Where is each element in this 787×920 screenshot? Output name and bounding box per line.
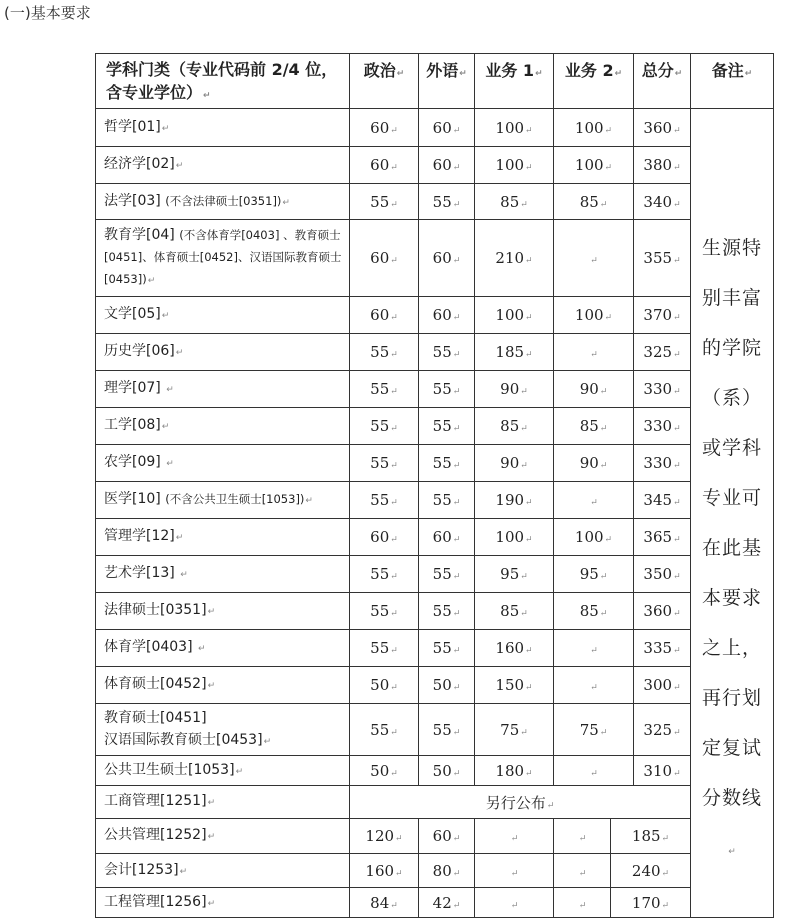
- table-row: [96, 630, 774, 667]
- course1-score: [475, 667, 554, 704]
- course2-score: [554, 630, 634, 667]
- category-name: 历史学[06]: [104, 343, 175, 359]
- foreign-score: [419, 756, 475, 786]
- course1-score-text: 90 ↵: [500, 454, 528, 472]
- foreign-score-text: 80 ↵: [433, 862, 461, 880]
- politics-score: [350, 371, 419, 408]
- politics-score-text: 120 ↵: [365, 827, 402, 845]
- politics-score-text: 50 ↵: [370, 762, 398, 780]
- table-row: [96, 371, 774, 408]
- foreign-score: [419, 408, 475, 445]
- course2-score-text: [589, 491, 598, 509]
- politics-score-text: 55 ↵: [370, 380, 398, 398]
- politics-score-text: 55 ↵: [370, 491, 398, 509]
- foreign-score-text: 60 ↵: [433, 528, 461, 546]
- category-name: 法学[03]: [104, 192, 166, 209]
- category-note: [235, 763, 244, 777]
- politics-score-text: 55 ↵: [370, 454, 398, 472]
- course1-score: [475, 109, 554, 147]
- politics-score: [350, 109, 419, 147]
- course1-score-text: 100 ↵: [495, 119, 532, 137]
- course1-score-text: 185 ↵: [495, 343, 532, 361]
- total-score: [634, 297, 691, 334]
- category-cell: [96, 556, 350, 593]
- course1-score-text: 75 ↵: [500, 721, 528, 739]
- total-score-text: 325 ↵: [643, 721, 680, 739]
- politics-score: [350, 408, 419, 445]
- foreign-score-text: 60 ↵: [433, 827, 461, 845]
- course2-score-text: [589, 762, 598, 780]
- politics-score: [350, 593, 419, 630]
- course1-score-text: 85 ↵: [500, 602, 528, 620]
- politics-score: [350, 482, 419, 519]
- category-name: 医学[10]: [104, 491, 166, 507]
- category-cell: [96, 756, 350, 786]
- course1-score-text: [510, 862, 519, 880]
- politics-score-text: 55 ↵: [370, 343, 398, 361]
- foreign-score: [419, 630, 475, 667]
- table-row: [96, 519, 774, 556]
- politics-score: [350, 667, 419, 704]
- course2-score: [554, 408, 634, 445]
- course1-score: [475, 371, 554, 408]
- politics-score: [350, 556, 419, 593]
- total-score: [634, 445, 691, 482]
- course1-score-text: 210 ↵: [495, 249, 532, 267]
- politics-score-text: 55 ↵: [370, 565, 398, 583]
- total-score: [634, 630, 691, 667]
- course2-score-text: [589, 639, 598, 657]
- foreign-score-text: 55 ↵: [433, 491, 461, 509]
- total-score: [634, 756, 691, 786]
- total-score: [634, 334, 691, 371]
- table-row: [96, 593, 774, 630]
- header-row: [96, 54, 774, 109]
- table-row: [96, 786, 774, 819]
- politics-score: [350, 756, 419, 786]
- category-cell: [96, 630, 350, 667]
- category-note: [197, 640, 206, 654]
- course2-score: [554, 184, 634, 220]
- category-note: [207, 603, 216, 617]
- politics-score-text: 60 ↵: [370, 156, 398, 174]
- course2-score-text: 75 ↵: [580, 721, 608, 739]
- total-score-text: 360 ↵: [643, 119, 680, 137]
- category-cell: [96, 408, 350, 445]
- foreign-score-text: 55 ↵: [433, 454, 461, 472]
- course1-score-text: 100 ↵: [495, 306, 532, 324]
- remark-text: 生源特别丰富的学院（系）或学科专业可在此基本要求之上，再行划定复试分数线 ↵: [699, 223, 765, 877]
- total-score-text: 300 ↵: [643, 676, 680, 694]
- politics-score: [350, 630, 419, 667]
- course1-score-text: 85 ↵: [500, 417, 528, 435]
- category-note: [161, 418, 170, 432]
- admission-score-table: [95, 53, 774, 918]
- total-score-text: 335 ↵: [643, 639, 680, 657]
- course1-score: [475, 519, 554, 556]
- table-row: [96, 220, 774, 297]
- foreign-score: [419, 147, 475, 184]
- total-score: [634, 371, 691, 408]
- politics-score-text: 55 ↵: [370, 193, 398, 211]
- course2-score: [554, 297, 634, 334]
- category-note: [161, 120, 170, 134]
- foreign-score: [419, 445, 475, 482]
- course1-score: [475, 220, 554, 297]
- politics-score-text: 55 ↵: [370, 639, 398, 657]
- table-row: [96, 297, 774, 334]
- politics-score-text: 60 ↵: [370, 528, 398, 546]
- politics-score: [350, 819, 419, 854]
- politics-score: [350, 184, 419, 220]
- course1-score-text: 180 ↵: [495, 762, 532, 780]
- course2-score: [554, 220, 634, 297]
- category-note: (不含体育学[0403] 、教育硕士[0451]、体育硕士[0452]、汉语国际教育硕士[0453]) ↵: [104, 228, 341, 286]
- category-cell: [96, 147, 350, 184]
- total-score: [611, 888, 691, 918]
- table-row: [96, 147, 774, 184]
- foreign-score: [419, 819, 475, 854]
- course1-score-text: 100 ↵: [495, 156, 532, 174]
- total-score-text: 310 ↵: [643, 762, 680, 780]
- foreign-score-text: 55 ↵: [433, 343, 461, 361]
- course1-score: [475, 630, 554, 667]
- total-score: [634, 184, 691, 220]
- category-cell: [96, 334, 350, 371]
- politics-score-text: 84 ↵: [370, 894, 398, 912]
- total-score: [634, 482, 691, 519]
- total-score-text: 370 ↵: [643, 306, 680, 324]
- course2-score: [554, 756, 634, 786]
- category-note: [207, 677, 216, 691]
- course1-score-text: 100 ↵: [495, 528, 532, 546]
- foreign-score: [419, 556, 475, 593]
- course2-score: [554, 888, 611, 918]
- total-score-text: 360 ↵: [643, 602, 680, 620]
- category-name: 理学[07]: [104, 380, 166, 396]
- course1-score: [475, 297, 554, 334]
- table-row: [96, 408, 774, 445]
- course2-score: [554, 334, 634, 371]
- course2-score-text: [578, 894, 587, 912]
- section-heading: (一)基本要求: [4, 4, 91, 22]
- politics-score-text: 60 ↵: [370, 306, 398, 324]
- category-cell: [96, 445, 350, 482]
- foreign-score: [419, 593, 475, 630]
- foreign-score-text: 55 ↵: [433, 193, 461, 211]
- course2-score: [554, 704, 634, 756]
- total-score: [634, 147, 691, 184]
- foreign-score-text: 55 ↵: [433, 639, 461, 657]
- course1-score-text: [510, 894, 519, 912]
- category-note: [165, 455, 174, 469]
- total-score-text: 355 ↵: [643, 249, 680, 267]
- course1-score: [475, 556, 554, 593]
- politics-score-text: 160 ↵: [365, 862, 402, 880]
- politics-score: [350, 445, 419, 482]
- foreign-score: [419, 704, 475, 756]
- course1-score: [475, 184, 554, 220]
- total-score: [634, 109, 691, 147]
- category-cell: [96, 184, 350, 220]
- table-row: [96, 445, 774, 482]
- category-name: 体育学[0403]: [104, 639, 198, 655]
- course1-score: [475, 704, 554, 756]
- foreign-score: [419, 297, 475, 334]
- course2-score-text: 85 ↵: [580, 417, 608, 435]
- politics-score: [350, 704, 419, 756]
- foreign-score-text: 55 ↵: [433, 380, 461, 398]
- course2-score: [554, 519, 634, 556]
- foreign-score-text: 60 ↵: [433, 249, 461, 267]
- total-score: [634, 704, 691, 756]
- course1-score: [475, 854, 554, 888]
- total-score-text: 325 ↵: [643, 343, 680, 361]
- course2-score: [554, 445, 634, 482]
- total-score-text: 340 ↵: [643, 193, 680, 211]
- course2-score-text: 85 ↵: [580, 602, 608, 620]
- foreign-score: [419, 482, 475, 519]
- header-foreign: 外语 ↵: [419, 54, 475, 109]
- course2-score: [554, 371, 634, 408]
- table-row: [96, 667, 774, 704]
- foreign-score-text: 55 ↵: [433, 721, 461, 739]
- course1-score-text: 190 ↵: [495, 491, 532, 509]
- category-cell: [96, 297, 350, 334]
- category-cell: [96, 854, 350, 888]
- table-row: [96, 184, 774, 220]
- politics-score: [350, 888, 419, 918]
- politics-score: [350, 297, 419, 334]
- foreign-score-text: 55 ↵: [433, 602, 461, 620]
- category-cell: [96, 667, 350, 704]
- total-score: [634, 519, 691, 556]
- category-note: [165, 381, 174, 395]
- category-note: [175, 529, 184, 543]
- foreign-score: [419, 220, 475, 297]
- course1-score: [475, 147, 554, 184]
- politics-score: [350, 334, 419, 371]
- total-score-text: 330 ↵: [643, 454, 680, 472]
- course2-score-text: [589, 343, 598, 361]
- foreign-score-text: 50 ↵: [433, 762, 461, 780]
- foreign-score-text: 55 ↵: [433, 565, 461, 583]
- politics-score-text: 55 ↵: [370, 417, 398, 435]
- total-score-text: 185 ↵: [632, 827, 669, 845]
- course2-score-text: 90 ↵: [580, 454, 608, 472]
- politics-score: [350, 220, 419, 297]
- category-note: [161, 307, 170, 321]
- course1-score-text: 160 ↵: [495, 639, 532, 657]
- course2-score-text: 100 ↵: [575, 156, 612, 174]
- foreign-score-text: 60 ↵: [433, 306, 461, 324]
- category-cell: [96, 482, 350, 519]
- category-cell: [96, 888, 350, 918]
- course2-score-text: [589, 249, 598, 267]
- total-score: [634, 556, 691, 593]
- course2-score-text: 100 ↵: [575, 119, 612, 137]
- course2-score-text: 85 ↵: [580, 193, 608, 211]
- total-score: [634, 220, 691, 297]
- politics-score: [350, 147, 419, 184]
- category-cell: [96, 371, 350, 408]
- header-remark: 备注 ↵: [691, 54, 774, 109]
- course1-score: [475, 445, 554, 482]
- total-score: [634, 667, 691, 704]
- category-cell: [96, 786, 350, 819]
- table-row: [96, 556, 774, 593]
- total-score-text: 330 ↵: [643, 380, 680, 398]
- course1-score: [475, 888, 554, 918]
- course2-score-text: [578, 827, 587, 845]
- course2-score-text: 100 ↵: [575, 528, 612, 546]
- header-course2: 业务 2 ↵: [554, 54, 634, 109]
- total-score-text: 365 ↵: [643, 528, 680, 546]
- course2-score-text: [589, 676, 598, 694]
- course2-score: [554, 556, 634, 593]
- category-cell: [96, 593, 350, 630]
- course1-score-text: 90 ↵: [500, 380, 528, 398]
- category-note: [175, 344, 184, 358]
- total-score-text: 240 ↵: [632, 862, 669, 880]
- foreign-score: [419, 334, 475, 371]
- course1-score-text: 95 ↵: [500, 565, 528, 583]
- table-row: [96, 704, 774, 756]
- header-course1: 业务 1 ↵: [475, 54, 554, 109]
- course1-score: [475, 408, 554, 445]
- total-score: [634, 408, 691, 445]
- category-cell-text: 工程管理[1256] ↵: [104, 894, 215, 910]
- politics-score-text: 60 ↵: [370, 249, 398, 267]
- foreign-score-text: 55 ↵: [433, 417, 461, 435]
- category-note: [263, 733, 272, 747]
- separately-announced: [350, 786, 691, 819]
- foreign-score: [419, 371, 475, 408]
- table-row: [96, 482, 774, 519]
- total-score: [634, 593, 691, 630]
- table-row: [96, 888, 774, 918]
- remark-cell: [691, 109, 774, 918]
- course2-score-text: 95 ↵: [580, 565, 608, 583]
- category-note: (不含法律硕士[0351]) ↵: [165, 194, 290, 208]
- category-cell: [96, 704, 350, 756]
- course1-score: [475, 334, 554, 371]
- politics-score-text: 55 ↵: [370, 602, 398, 620]
- foreign-score-text: 50 ↵: [433, 676, 461, 694]
- course1-score-text: 150 ↵: [495, 676, 532, 694]
- category-name: 艺术学[13]: [104, 565, 180, 581]
- foreign-score: [419, 519, 475, 556]
- politics-score-text: 60 ↵: [370, 119, 398, 137]
- total-score-text: 170 ↵: [632, 894, 669, 912]
- header-total: 总分 ↵: [634, 54, 691, 109]
- category-note: [179, 566, 188, 580]
- header-category: 学科门类（专业代码前 2/4 位，含专业学位） ↵: [96, 54, 350, 109]
- course1-score: [475, 819, 554, 854]
- course2-score: [554, 593, 634, 630]
- category-note: [175, 157, 184, 171]
- foreign-score: [419, 109, 475, 147]
- politics-score-text: 50 ↵: [370, 676, 398, 694]
- politics-score: [350, 854, 419, 888]
- total-score-text: 380 ↵: [643, 156, 680, 174]
- total-score-text: 350 ↵: [643, 565, 680, 583]
- total-score-text: 345 ↵: [643, 491, 680, 509]
- course1-score-text: 85 ↵: [500, 193, 528, 211]
- category-cell: [96, 819, 350, 854]
- course2-score-text: 100 ↵: [575, 306, 612, 324]
- category-name: 法律硕士[0351]: [104, 602, 207, 618]
- table-row: [96, 334, 774, 371]
- category-note: (不含公共卫生硕士[1053]) ↵: [165, 492, 313, 506]
- table-row: [96, 819, 774, 854]
- course2-score: [554, 482, 634, 519]
- category-name: 公共卫生硕士[1053]: [104, 761, 235, 778]
- category-name: 教育学[04]: [104, 227, 180, 243]
- table-row: [96, 854, 774, 888]
- course1-score: [475, 593, 554, 630]
- category-name: 农学[09]: [104, 454, 166, 470]
- course2-score: [554, 667, 634, 704]
- politics-score: [350, 519, 419, 556]
- course1-score-text: [510, 827, 519, 845]
- course2-score: [554, 819, 611, 854]
- separately-announced-text: 另行公布 ↵: [486, 794, 555, 812]
- foreign-score-text: 60 ↵: [433, 156, 461, 174]
- course1-score: [475, 482, 554, 519]
- table-row: [96, 756, 774, 786]
- category-cell: [96, 519, 350, 556]
- total-score: [611, 854, 691, 888]
- politics-score-text: 55 ↵: [370, 721, 398, 739]
- course2-score: [554, 109, 634, 147]
- course2-score-text: 90 ↵: [580, 380, 608, 398]
- total-score-text: 330 ↵: [643, 417, 680, 435]
- category-name: 管理学[12]: [104, 528, 175, 544]
- foreign-score: [419, 854, 475, 888]
- category-cell-text: 工商管理[1251] ↵: [104, 793, 215, 809]
- total-score: [611, 819, 691, 854]
- category-cell: [96, 109, 350, 147]
- course2-score-text: [578, 862, 587, 880]
- category-name: 教育硕士[0451] 汉语国际教育硕士[0453]: [104, 709, 263, 748]
- category-cell: [96, 220, 350, 297]
- category-name: 经济学[02]: [104, 156, 175, 172]
- course1-score: [475, 756, 554, 786]
- foreign-score: [419, 667, 475, 704]
- foreign-score-text: 60 ↵: [433, 119, 461, 137]
- course2-score: [554, 854, 611, 888]
- table-row: [96, 109, 774, 147]
- category-cell-text: 公共管理[1252] ↵: [104, 827, 215, 843]
- category-name: 哲学[01]: [104, 118, 161, 135]
- foreign-score-text: 42 ↵: [433, 894, 461, 912]
- category-name: 文学[05]: [104, 306, 161, 322]
- course2-score: [554, 147, 634, 184]
- category-name: 工学[08]: [104, 417, 161, 433]
- category-cell-text: 会计[1253] ↵: [104, 862, 187, 878]
- foreign-score: [419, 184, 475, 220]
- foreign-score: [419, 888, 475, 918]
- category-name: 体育硕士[0452]: [104, 676, 207, 692]
- header-politics: 政治 ↵: [350, 54, 419, 109]
